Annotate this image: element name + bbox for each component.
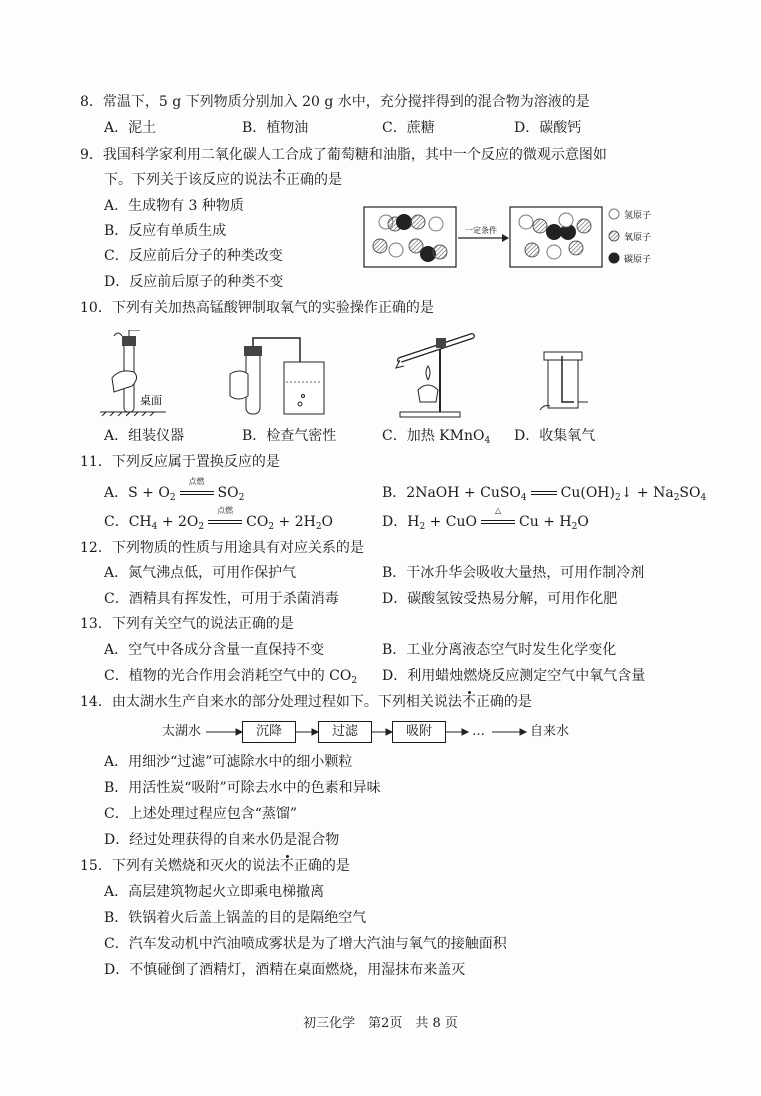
q9-option-a: A．生成物有 3 种物质 (104, 198, 244, 214)
q14-stem: 14．由太湖水生产自来水的部分处理过程如下。下列相关说法不正确的是 (80, 694, 532, 710)
q14-option-d: D．经过处理获得的自来水仍是混合物 (104, 832, 340, 848)
flow-step-adsorb: 吸附 (392, 721, 446, 743)
q15-option-b: B．铁锅着火后盖上锅盖的目的是隔绝空气 (104, 910, 367, 926)
q11-option-b: B．2NaOH + CuSO$_4$ $Cu(OH)_2↓ + Na_2SO_4$ (382, 485, 707, 503)
apparatus-a-icon (100, 330, 166, 416)
q15-stem: 15．下列有关燃烧和灭火的说法不正确的是 (80, 858, 350, 874)
q9-stem-line2: 下。下列关于该反应的说法不正确的是 (104, 172, 342, 188)
page-footer: 初三化学 第2页 共 8 页 (303, 1016, 458, 1031)
q10-option-d: D．收集氧气 (514, 428, 596, 444)
q9-stem-line1: 9．我国科学家利用二氧化碳人工合成了葡萄糖和油脂，其中一个反应的微观示意图如 (80, 147, 607, 163)
q12-option-b: B．干冰升华会吸收大量热，可用作制冷剂 (382, 565, 645, 581)
q11-option-a: A．$S + O_2$ 点燃 $SO_2$ (104, 477, 245, 503)
flow-output: 自来水 (530, 724, 570, 739)
q10-stem: 10．下列有关加热高锰酸钾制取氧气的实验操作正确的是 (80, 300, 434, 316)
emphasis-mark: 不 (272, 172, 286, 188)
svg-text:碳原子: 碳原子 (624, 255, 652, 265)
q11-option-c: C．$CH_4 + 2O_2$ 点燃 $CO_2 + 2H_2O$ (104, 506, 334, 532)
emphasis-mark: 不 (461, 694, 476, 710)
q13-option-d: D．利用蜡烛燃烧反应测定空气中氧气含量 (382, 668, 646, 684)
q8-option-d: D．碳酸钙 (514, 120, 582, 136)
q12-option-c: C．酒精具有挥发性，可用于杀菌消毒 (104, 591, 339, 607)
bench-label: 桌面 (140, 394, 162, 407)
flow-source: 太湖水 (162, 724, 202, 739)
q13-stem: 13．下列有关空气的说法正确的是 (80, 616, 294, 632)
q10-apparatus-figures (100, 330, 620, 422)
reaction-condition: 一定条件 (465, 226, 497, 235)
q9-option-b: B．反应有单质生成 (104, 223, 227, 239)
q11-stem: 11．下列反应属于置换反应的是 (80, 454, 280, 470)
q9-reaction-diagram (362, 202, 682, 272)
q15-option-a: A．高层建筑物起火立即乘电梯撤离 (104, 884, 325, 900)
q8-option-a: A．泥土 (104, 120, 157, 136)
apparatus-b-icon (230, 338, 324, 414)
q10-option-a: A．组装仪器 (104, 428, 185, 444)
emphasis-mark: 不 (279, 858, 294, 874)
q14-flowchart (0, 718, 761, 746)
q10-option-b: B．检查气密性 (242, 428, 337, 444)
q8-option-c: C．蔗糖 (382, 120, 435, 136)
svg-text:氧原子: 氧原子 (624, 233, 652, 243)
q9-option-c: C．反应前后分子的种类改变 (104, 248, 283, 264)
q13-option-a: A．空气中各成分含量一直保持不变 (104, 642, 325, 658)
q13-option-c: C．植物的光合作用会消耗空气中的 $CO_2$ (104, 668, 358, 686)
apparatus-c-icon (396, 336, 472, 417)
diagram-legend (609, 209, 652, 265)
flow-step-settle: 沉降 (242, 721, 296, 743)
svg-text:氢原子: 氢原子 (624, 211, 652, 221)
q12-option-a: A．氮气沸点低，可用作保护气 (104, 565, 297, 581)
q11-option-d: D．$H_2$ + CuO △ $Cu + H_2O$ (382, 506, 589, 532)
q14-option-b: B．用活性炭“吸附”可除去水中的色素和异味 (104, 780, 381, 796)
q14-option-a: A．用细沙“过滤”可滤除水中的细小颗粒 (104, 754, 353, 770)
q14-option-c: C．上述处理过程应包含“蒸馏” (104, 806, 298, 822)
q10-option-c: C．加热 KMnO$_4$ (382, 428, 491, 446)
apparatus-d-icon (540, 352, 588, 410)
q12-stem: 12．下列物质的性质与用途具有对应关系的是 (80, 540, 364, 556)
flow-step-filter: 过滤 (318, 721, 372, 743)
flow-arrows (0, 718, 761, 746)
q8-stem: 8．常温下，5 g 下列物质分别加入 20 g 水中，充分搅拌得到的混合物为溶液的是 (80, 94, 590, 110)
q15-option-d: D．不慎碰倒了酒精灯，酒精在桌面燃烧，用湿抹布来盖灭 (104, 962, 466, 978)
flow-ellipsis: … (472, 724, 485, 739)
q15-option-c: C．汽车发动机中汽油喷成雾状是为了增大汽油与氧气的接触面积 (104, 936, 507, 952)
q13-option-b: B．工业分离液态空气时发生化学变化 (382, 642, 617, 658)
q9-option-d: D．反应前后原子的种类不变 (104, 274, 284, 290)
q8-option-b: B．植物油 (242, 120, 309, 136)
q12-option-d: D．碳酸氢铵受热易分解，可用作化肥 (382, 591, 618, 607)
